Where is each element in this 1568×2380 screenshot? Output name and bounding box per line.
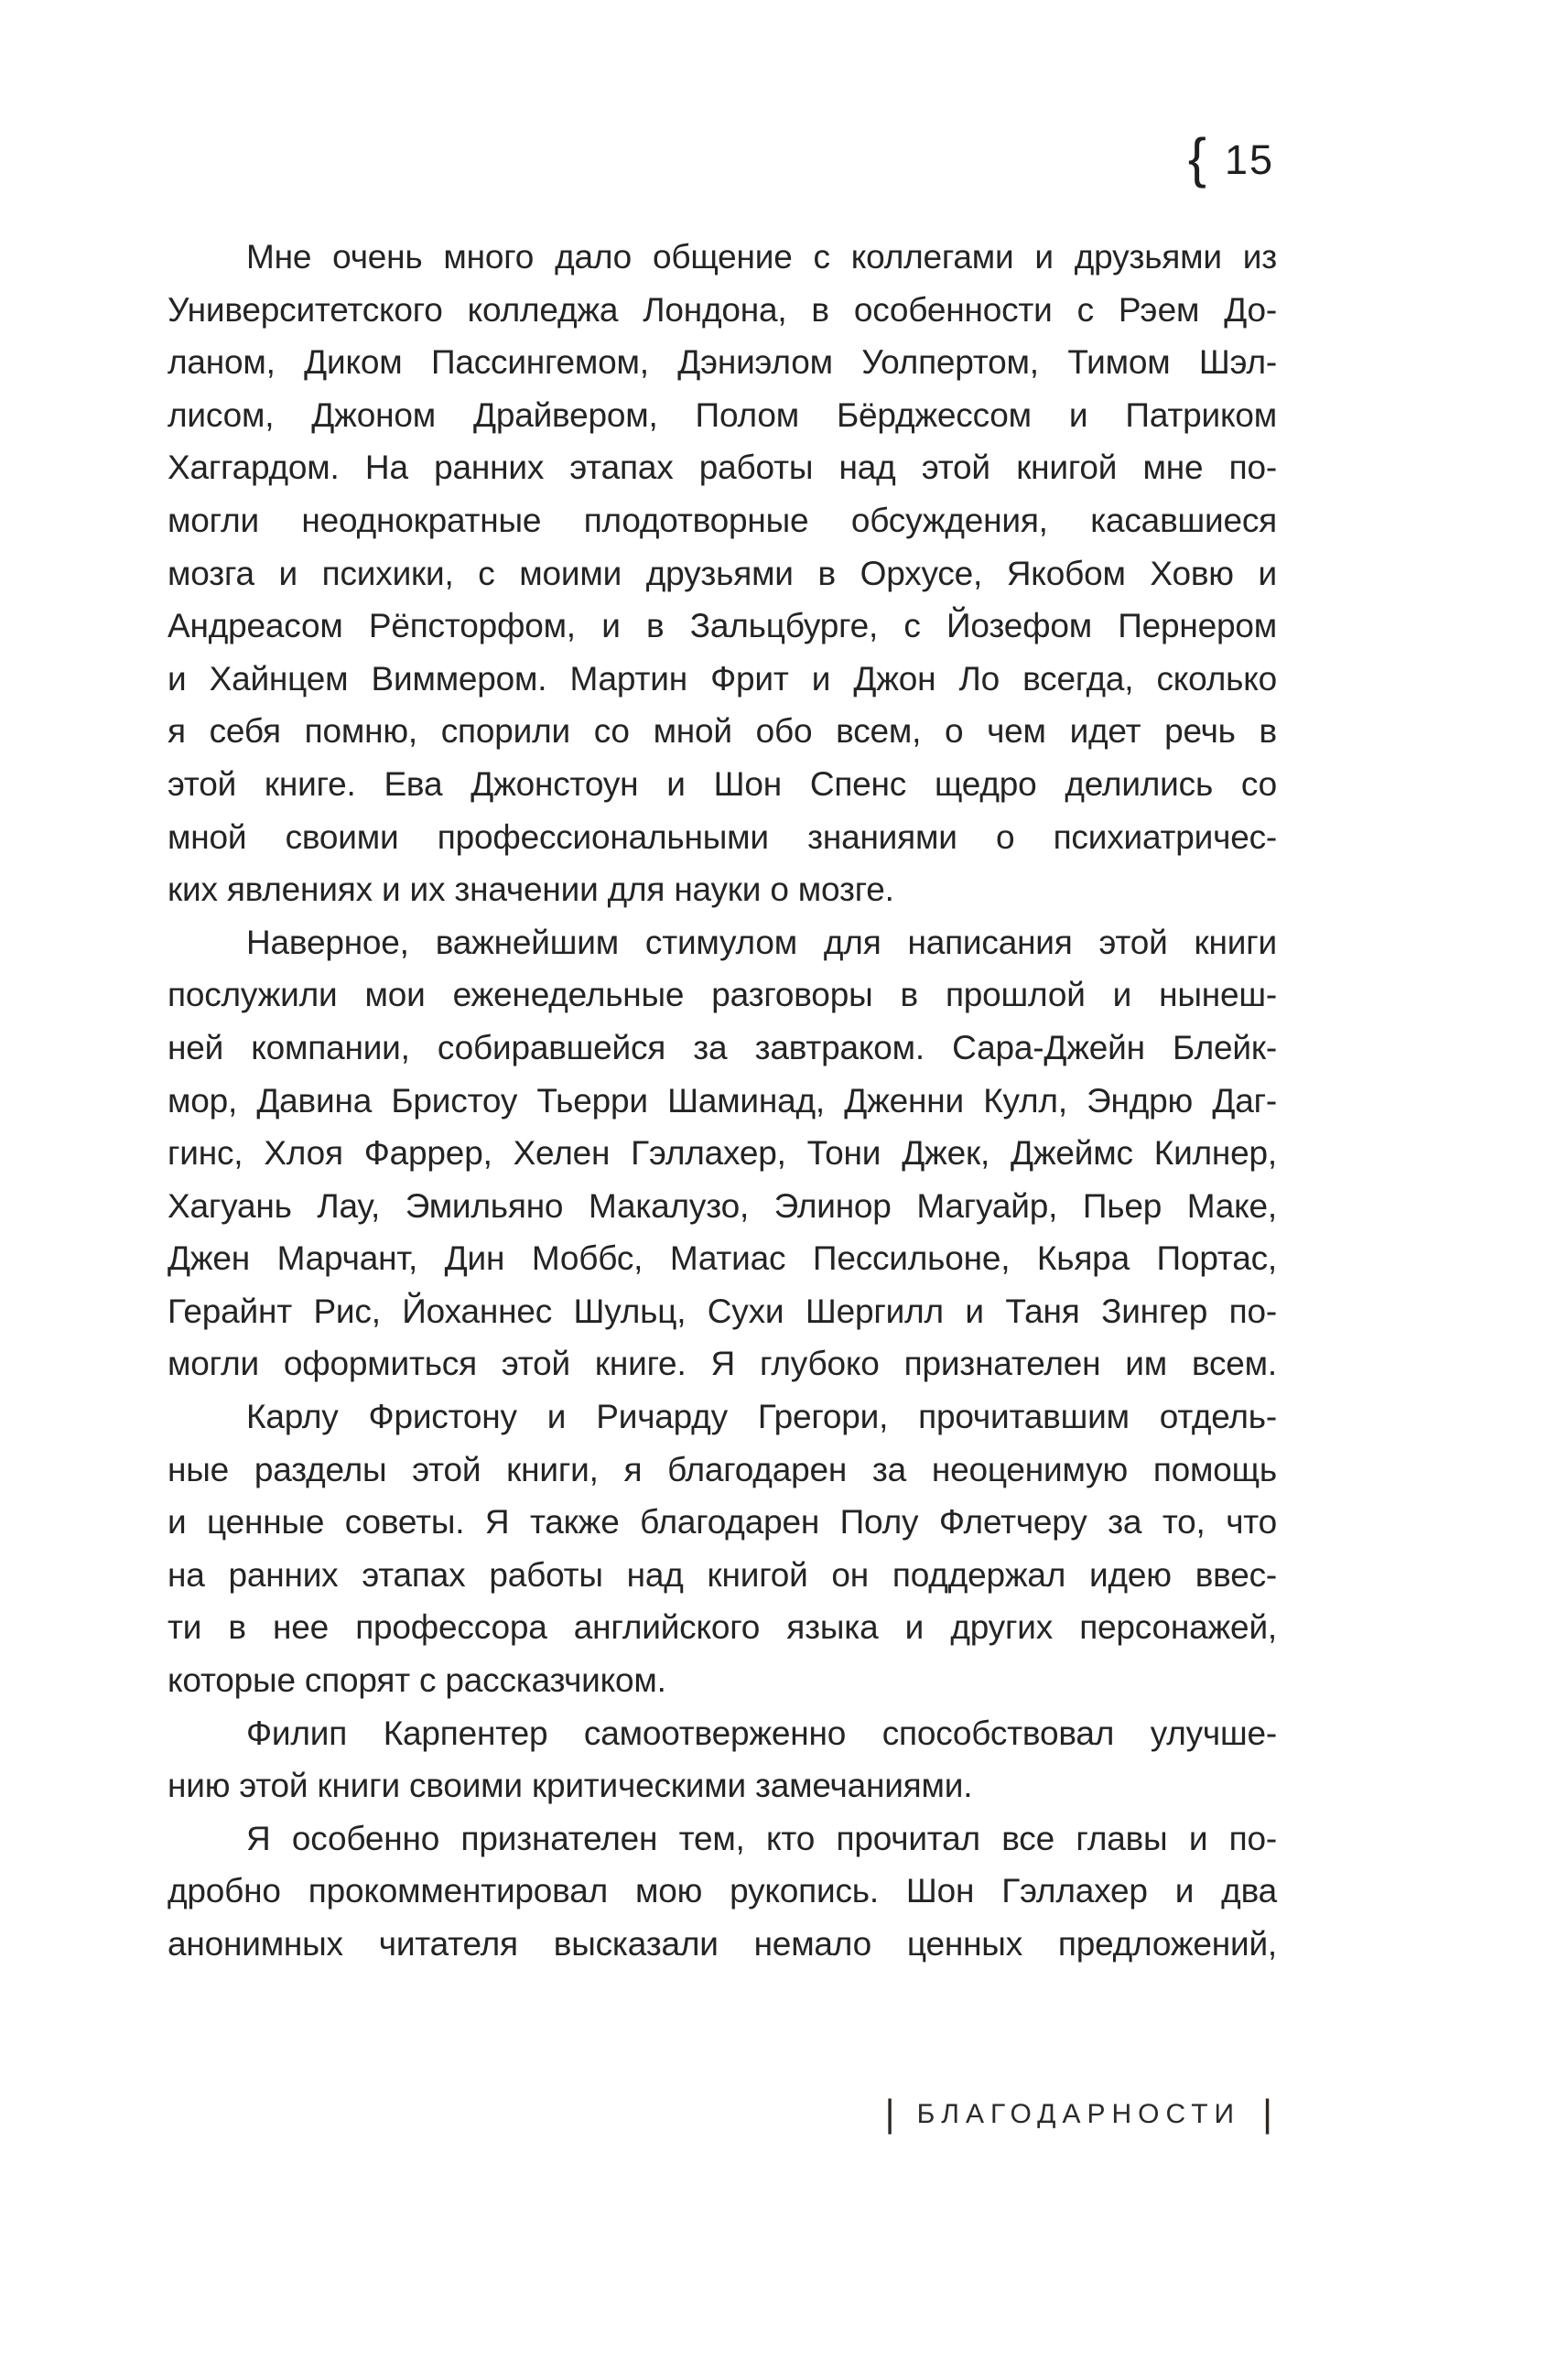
text-line: Я особенно признателен тем, кто прочитал все главы и по- [246,1819,1277,1857]
text-line: лисом, Джоном Драйвером, Полом Бёрджессом и Патриком [168,395,1277,434]
page-number: 15 [1224,136,1274,183]
text-line: я себя помню, спорили со мной обо всем, о чем идет речь в [168,712,1277,751]
text-line: Карлу Фристону и Ричарду Грегори, прочитавшим отдель- [246,1398,1277,1436]
footer-separator-right: | [1262,2092,1272,2135]
text-line: и ценные советы. Я также благодарен Полу Флетчеру за то, что [168,1503,1277,1542]
text-line: мной своими профессиональными знаниями о психиатричес- [168,817,1277,856]
paragraph [168,1707,1277,1812]
paragraph [168,916,1277,1390]
text-line: Андреасом Рёпсторфом, и в Зальцбурге, с Йозефом Пернером [168,607,1277,645]
text-line: Филип Карпентер самоотверженно способствовал улучше- [246,1714,1277,1752]
text-line: ти в нее профессора английского языка и других персонажей, [168,1608,1277,1647]
text-line: ких явлениях и их значении для науки о мозге. [168,871,894,909]
text-line: мозга и психики, с моими друзьями в Орхусе, Якобом Ховю и [168,554,1277,592]
brace-ornament: { [1187,127,1206,189]
text-line: послужили мои еженедельные разговоры в прошлой и нынеш- [168,976,1277,1014]
body-text [168,231,1277,1971]
text-line: Хаггардом. На ранних этапах работы над этой книгой мне по- [168,449,1277,487]
text-line: мор, Давина Бристоу Тьерри Шаминад, Дженни Кулл, Эндрю Даг- [168,1081,1277,1120]
page-header [1187,127,1274,189]
footer-separator-left: | [884,2092,895,2135]
text-line: Наверное, важнейшим стимулом для написания этой книги [246,923,1277,961]
text-line: гинс, Хлоя Фаррер, Хелен Гэллахер, Тони Джек, Джеймс Килнер, [168,1134,1277,1173]
text-line: Хагуань Лау, Эмильяно Макалузо, Элинор Магуайр, Пьер Маке, [168,1186,1277,1225]
text-line: Мне очень много дало общение с коллегами и друзьями из [246,238,1277,276]
text-line: могли оформиться этой книге. Я глубоко признателен им всем. [168,1345,1277,1383]
text-line: Герайнт Рис, Йоханнес Шульц, Сухи Шергилл и Таня Зингер по- [168,1292,1277,1330]
text-line: анонимных читателя высказали немало ценных предложений, [168,1925,1277,1963]
paragraph [168,1812,1277,1971]
text-line: дробно прокомментировал мою рукопись. Шон Гэллахер и два [168,1872,1277,1910]
text-line: Джен Марчант, Дин Моббс, Матиас Пессильоне, Кьяра Портас, [168,1239,1277,1278]
text-line: которые спорят с рассказчиком. [168,1661,666,1700]
text-line: Университетского колледжа Лондона, в особенности с Рэем До- [168,290,1277,329]
text-line: нию этой книги своими критическими замечаниями. [168,1767,973,1805]
page-footer [885,2094,1272,2133]
text-line: ней компании, собиравшейся за завтраком. Сара-Джейн Блейк- [168,1028,1277,1066]
paragraph [168,1390,1277,1707]
text-line: этой книге. Ева Джонстоун и Шон Спенс щедро делились со [168,764,1277,803]
text-line: на ранних этапах работы над книгой он поддержал идею ввес- [168,1555,1277,1594]
text-line: ланом, Диком Пассингемом, Дэниэлом Уолпертом, Тимом Шэл- [168,343,1277,382]
chapter-title: БЛАГОДАРНОСТИ [916,2099,1241,2129]
paragraph [168,231,1277,916]
text-line: могли неоднократные плодотворные обсуждения, касавшиеся [168,501,1277,539]
text-line: и Хайнцем Виммером. Мартин Фрит и Джон Ло всегда, сколько [168,659,1277,698]
text-line: ные разделы этой книги, я благодарен за неоценимую помощь [168,1450,1277,1488]
